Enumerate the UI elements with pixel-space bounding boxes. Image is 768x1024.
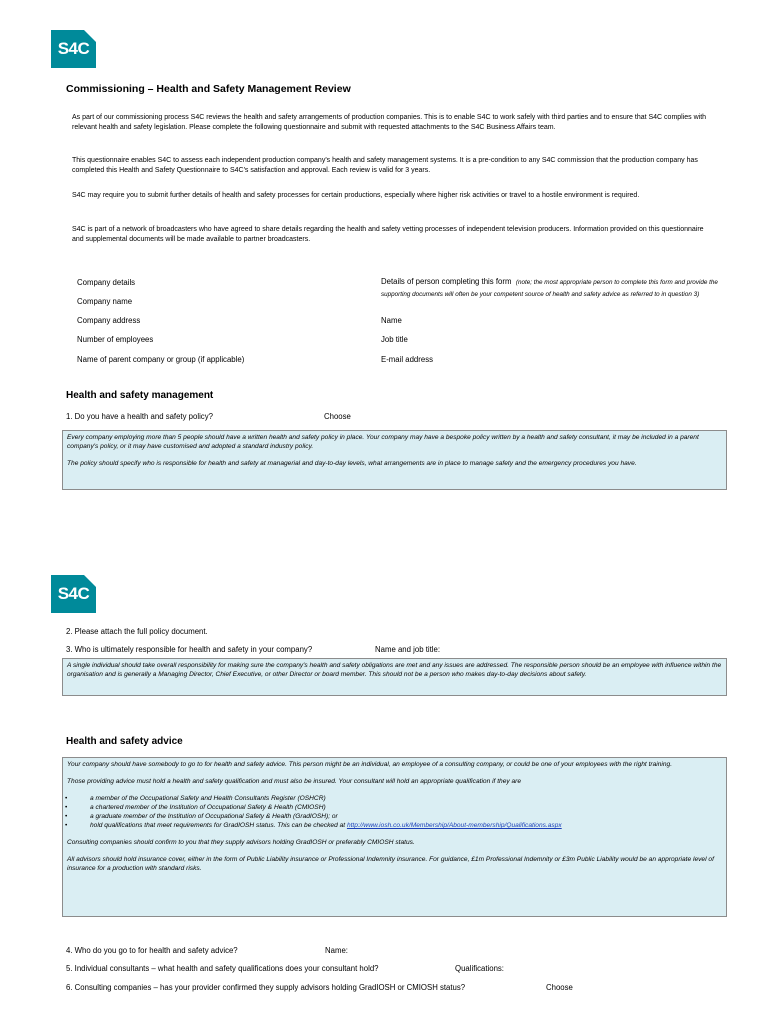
parent-company-label[interactable]: Name of parent company or group (if applicable): [77, 355, 245, 364]
number-of-employees-label[interactable]: Number of employees: [77, 335, 154, 344]
responsibility-guidance-text: A single individual should take overall responsibility for making sure the company's health and safety obligations are met and any issues are addressed. The responsible person should be an employee with influence within the organisation and is generally a Managing Director, Chief Executive, or other Director or board member. This should not be a person who makes day-to-day decisions about safety.: [67, 662, 722, 678]
responsibility-guidance-box: [62, 658, 727, 696]
logo-text: S4C: [57, 39, 90, 58]
iosh-qualifications-link[interactable]: http://www.iosh.co.uk/Membership/About-membership/Qualifications.aspx: [346, 822, 562, 829]
advice-guidance-box: [62, 757, 727, 917]
question-4-field[interactable]: Name:: [325, 946, 348, 955]
qualification-list: [67, 794, 722, 830]
question-5-field[interactable]: Qualifications:: [455, 964, 504, 973]
question-6-choice[interactable]: Choose: [546, 983, 573, 992]
person-details-heading-block: [381, 275, 721, 299]
question-1-choice[interactable]: Choose: [324, 412, 351, 421]
qualification-item: • a graduate member of the Institution of Occupational Safety & Health (GradIOSH); or: [67, 812, 722, 821]
question-5: 5. Individual consultants – what health and safety qualifications does your consultant hold?: [66, 964, 379, 973]
qualification-item: [67, 821, 722, 830]
advice-text-3: Consulting companies should confirm to you that they supply advisors holding GradIOSH or preferably CMIOSH status.: [67, 839, 415, 846]
policy-guidance-text-2: The policy should specify who is responsible for health and safety at managerial and day-to-day levels, what arrangements are in place to manage safety and the emergency procedures you have.: [67, 460, 637, 467]
person-details-heading: Details of person completing this form: [381, 277, 512, 286]
question-6: 6. Consulting companies – has your provider confirmed they supply advisors holding GradIOSH or CMIOSH status?: [66, 983, 466, 992]
intro-paragraph-3: S4C may require you to submit further details of health and safety processes for certain productions, especially where higher risk activities or travel to a hostile environment is required.: [72, 192, 640, 199]
advice-text-1: Your company should have somebody to go to for health and safety advice. This person might be an individual, an employee of a consulting company, or could be one of your employees with the right training.: [67, 761, 673, 768]
advice-text-2: Those providing advice must hold a health and safety qualification and must also be insured. Your consultant will hold an appropriate qualification if they are: [67, 778, 522, 785]
qualification-item: • a member of the Occupational Safety and Health Consultants Register (OSHCR): [67, 794, 722, 803]
question-2: 2. Please attach the full policy document.: [66, 627, 208, 636]
intro-paragraph-2: This questionnaire enables S4C to assess each independent production company's health and safety management systems. It is a pre-condition to any S4C commission that the production company has completed this Health and Safety Questionnaire to S4C's satisfaction and approval. Each review is valid for 3 years.: [72, 157, 698, 174]
hsa-heading: Health and safety advice: [66, 736, 183, 747]
person-name-label[interactable]: Name: [381, 316, 402, 325]
policy-guidance-box: [62, 430, 727, 490]
policy-guidance-text-1: Every company employing more than 5 people should have a written health and safety policy in place. Your company may have a bespoke policy written by a health and safety consultant, it may be included in a parent company's policy, or it may have customised and adopted a standard industry policy.: [67, 434, 699, 450]
logo-text: S4C: [57, 584, 90, 603]
qualification-item-text: hold qualifications that meet requirements for GradIOSH status. This can be checked at: [90, 822, 346, 829]
email-address-label[interactable]: E-mail address: [381, 355, 433, 364]
intro-paragraph-4: S4C is part of a network of broadcasters who have agreed to share details regarding the health and safety vetting processes of independent television producers. Information provided on this questionnaire and supplemental documents will be made available to partner broadcasters.: [72, 226, 704, 243]
page-title: Commissioning – Health and Safety Management Review: [66, 83, 351, 95]
question-4: 4. Who do you go to for health and safety advice?: [66, 946, 238, 955]
s4c-logo-page-2: [51, 575, 96, 613]
s4c-logo: [51, 30, 96, 68]
company-details-heading: Company details: [77, 278, 136, 287]
intro-paragraph-1: As part of our commissioning process S4C reviews the health and safety arrangements of production companies. This is to enable S4C to work safely with third parties and to ensure that S4C complies with relevant health and safety legislation. Please complete the following questionnaire and submit with requested attachments to the S4C Business Affairs team.: [72, 114, 707, 131]
company-address-label[interactable]: Company address: [77, 316, 141, 325]
question-3-field[interactable]: Name and job title:: [375, 645, 441, 654]
qualification-item: • a chartered member of the Institution of Occupational Safety & Health (CMIOSH): [67, 803, 722, 812]
job-title-label[interactable]: Job title: [381, 335, 408, 344]
advice-text-4: All advisors should hold insurance cover, either in the form of Public Liability insurance or Professional Indemnity insurance. For guidance, £1m Professional Indemnity or £3m Public Liability would be an appropriate level of insurance for a production with standard risks.: [67, 856, 714, 872]
hsm-heading: Health and safety management: [66, 390, 214, 401]
question-1: 1. Do you have a health and safety policy?: [66, 412, 213, 421]
person-details-note: (note; the most appropriate person to complete this form and provide the supporting documents will often be your competent source of health and safety advice as referred to in question 3): [381, 279, 718, 298]
question-3: 3. Who is ultimately responsible for health and safety in your company?: [66, 645, 313, 654]
company-name-label[interactable]: Company name: [77, 297, 133, 306]
